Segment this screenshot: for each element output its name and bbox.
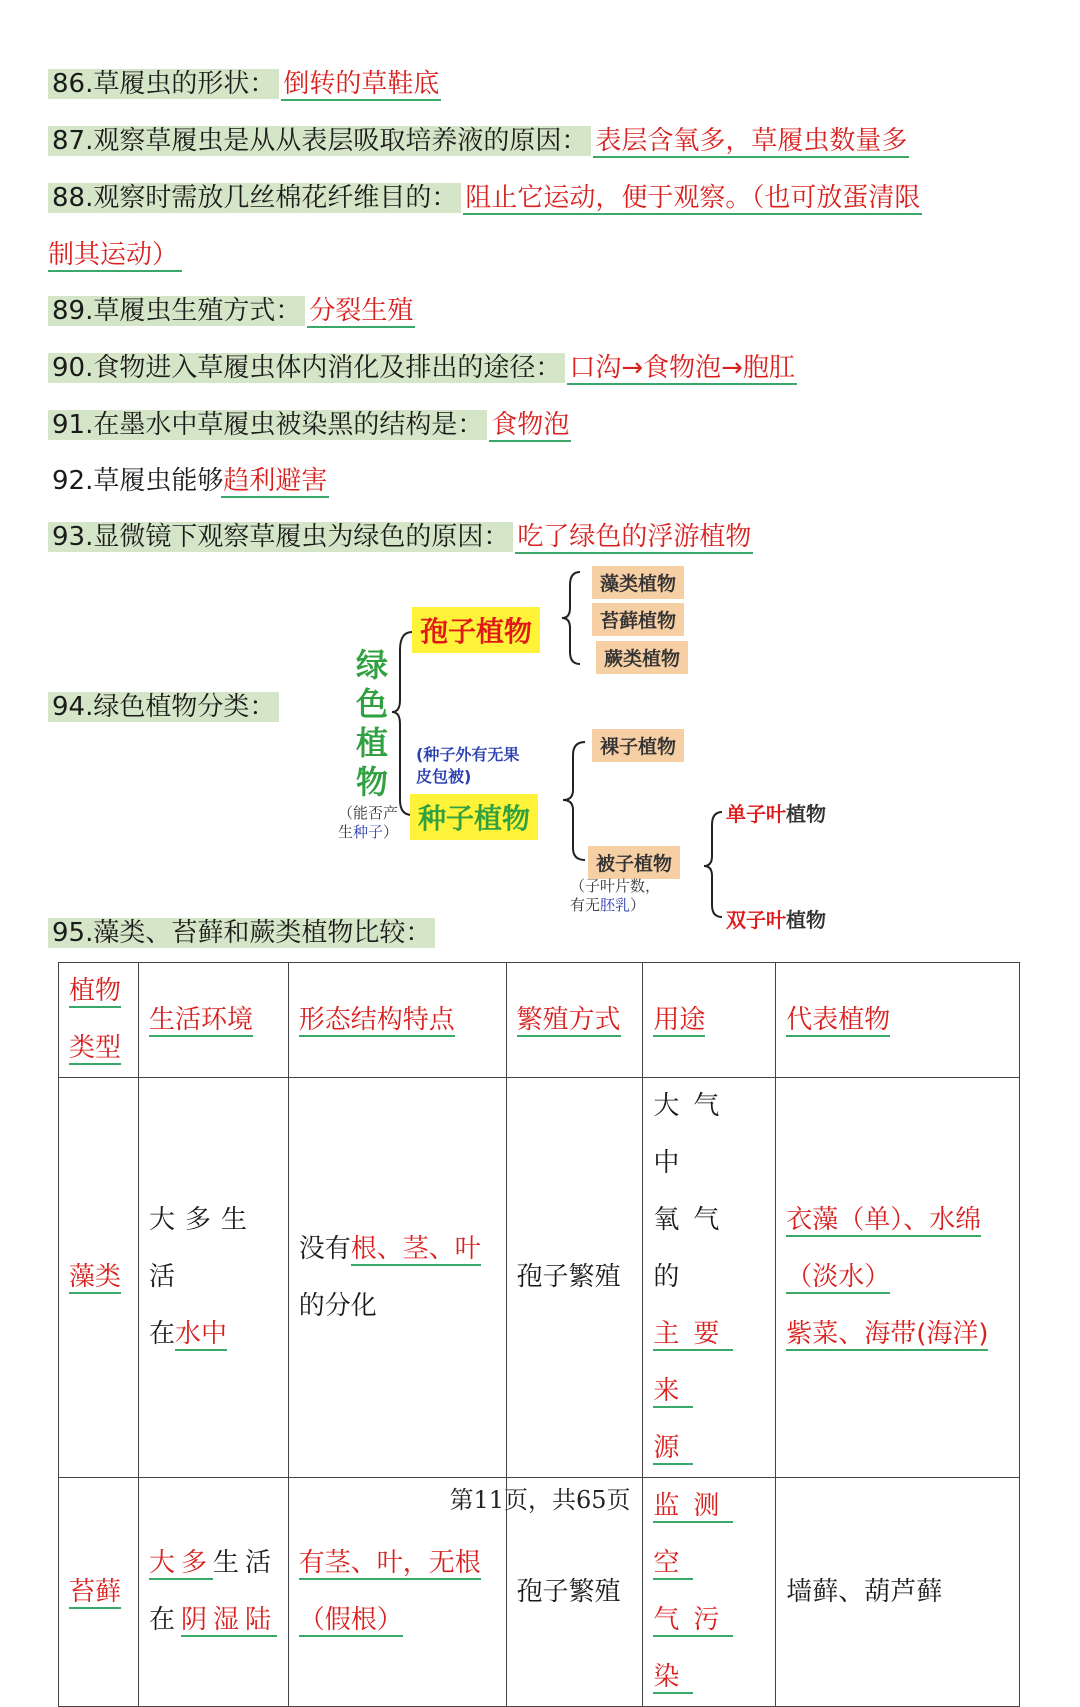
- header-cell: [776, 963, 1020, 1078]
- answer-text: 阻止它运动，便于观察。（也可放蛋清限: [465, 183, 921, 213]
- cell-text: 主要来: [653, 1319, 734, 1406]
- note-text: ）: [630, 896, 646, 914]
- question-text: 95.藻类、苔藓和蕨类植物比较：: [48, 918, 435, 948]
- header-cell: [288, 963, 506, 1078]
- header-text: 植物: [69, 976, 122, 1006]
- cell-text: 根、茎、叶: [350, 1233, 481, 1264]
- angio-note: [570, 877, 660, 915]
- monocot-rest: 植物: [786, 802, 826, 826]
- cell-text: 水中: [174, 1319, 227, 1349]
- monocot-red: 单子叶: [726, 802, 786, 826]
- dicot-label: [726, 904, 826, 933]
- header-cell: [138, 963, 288, 1078]
- note-text: (种子外有无果: [416, 745, 520, 764]
- cell-text: 的分化: [298, 1290, 377, 1321]
- cell-text: 衣藻（单）、水绵: [786, 1205, 982, 1235]
- cell-environment: [138, 1078, 288, 1478]
- cell-text: 在: [148, 1319, 175, 1349]
- seed-plants-box: [410, 794, 538, 840]
- question-text: 86.草履虫的形状：: [48, 69, 279, 99]
- dicot-rest: 植物: [786, 908, 826, 932]
- cell-text: 大多生活: [148, 1205, 257, 1292]
- header-text: 代表植物: [786, 1004, 891, 1035]
- gymnosperm-box: 裸子植物: [592, 729, 684, 762]
- answer-text: 制其运动）: [48, 240, 182, 272]
- seed-note: [416, 744, 519, 788]
- moss-box: 苔藓植物: [592, 603, 684, 636]
- header-text: 类型: [69, 1033, 122, 1063]
- cell-text: 在: [148, 1605, 181, 1635]
- angiosperm-box: 被子植物: [588, 846, 680, 879]
- header-text: 用途: [653, 1004, 706, 1035]
- answer-text: 食物泡: [491, 410, 570, 440]
- cell-text: 监测空: [653, 1491, 734, 1578]
- question-text: 90.食物进入草履虫体内消化及排出的途径：: [48, 353, 565, 383]
- table-row: [59, 1078, 1020, 1478]
- cell-text: （假根）: [298, 1605, 403, 1635]
- header-cell: [59, 963, 139, 1078]
- header-text: 形态结构特点: [298, 1004, 455, 1035]
- cell-text: 阴湿陆: [180, 1605, 277, 1635]
- header-cell: [506, 963, 643, 1078]
- question-text: 93.显微镜下观察草履虫为绿色的原因：: [48, 522, 513, 552]
- table-header-row: [59, 963, 1020, 1078]
- cell-text: 苔藓: [69, 1576, 122, 1607]
- header-cell: [643, 963, 776, 1078]
- cell-text: 大气中: [653, 1091, 734, 1178]
- note-text: 种子: [352, 823, 383, 841]
- fern-box: 蕨类植物: [596, 641, 688, 674]
- cell-text: 氧气的: [653, 1205, 734, 1292]
- cell-reproduction: 孢子繁殖: [506, 1078, 643, 1478]
- cell-text: 气污染: [653, 1605, 734, 1692]
- cell-text: 大多: [148, 1548, 213, 1578]
- question-text: 91.在墨水中草履虫被染黑的结构是：: [48, 410, 487, 440]
- answer-text: 分裂生殖: [309, 296, 414, 326]
- note-text: 生: [337, 823, 353, 841]
- cell-text: （淡水）: [786, 1262, 891, 1292]
- question-text: 88.观察时需放几丝棉花纤维目的：: [48, 183, 461, 213]
- answer-text: 表层含氧多，草履虫数量多: [595, 126, 908, 156]
- question-text: 89.草履虫生殖方式：: [48, 296, 305, 326]
- monocot-label: [726, 798, 826, 827]
- note-text: 有无: [570, 896, 601, 914]
- answer-text: 口沟→食物泡→胞肛: [569, 353, 795, 383]
- page-footer: 第11页，共65页: [449, 1486, 631, 1514]
- root-note: [328, 804, 408, 842]
- cell-type: [59, 1078, 139, 1478]
- dicot-red: 双子叶: [726, 908, 786, 932]
- header-text: 生活环境: [148, 1004, 253, 1035]
- cell-representative: [776, 1078, 1020, 1478]
- green-plants-label: 绿色植物: [355, 646, 388, 801]
- cell-text: 藻类: [69, 1262, 122, 1292]
- cell-text: 生活: [212, 1548, 277, 1578]
- cell-structure: [288, 1078, 506, 1478]
- note-text: （子叶片数，: [570, 877, 661, 895]
- plant-comparison-table: [58, 962, 1020, 1707]
- algae-box: 藻类植物: [592, 566, 684, 599]
- question-95: [48, 910, 435, 956]
- cell-text: 源: [653, 1433, 694, 1463]
- cell-representative: 墙藓、葫芦藓: [776, 1478, 1020, 1707]
- header-text: 繁殖方式: [516, 1004, 621, 1035]
- spore-plants-box: 孢子植物: [412, 607, 540, 653]
- cell-text: 没有: [298, 1233, 351, 1264]
- answer-text: 吃了绿色的浮游植物: [517, 522, 752, 552]
- answer-text: 趋利避害: [223, 466, 328, 496]
- question-text: 94.绿色植物分类：: [48, 692, 279, 722]
- note-text: ）: [383, 823, 399, 841]
- note-text: 皮包被): [416, 767, 472, 786]
- seed-plants-label: 种子植物: [418, 802, 531, 835]
- note-text: 胚乳: [600, 896, 631, 914]
- cell-reproduction: 孢子繁殖: [506, 1478, 643, 1707]
- answer-text: 倒转的草鞋底: [283, 69, 440, 99]
- cell-text: 有茎、叶，无根: [298, 1548, 481, 1578]
- cell-text: 紫菜、海带(海洋): [786, 1319, 989, 1349]
- note-text: （能否产: [337, 804, 398, 822]
- cell-use: [643, 1078, 776, 1478]
- question-text: 92.草履虫能够: [52, 466, 224, 496]
- question-text: 87.观察草履虫是从从表层吸取培养液的原因：: [48, 126, 591, 156]
